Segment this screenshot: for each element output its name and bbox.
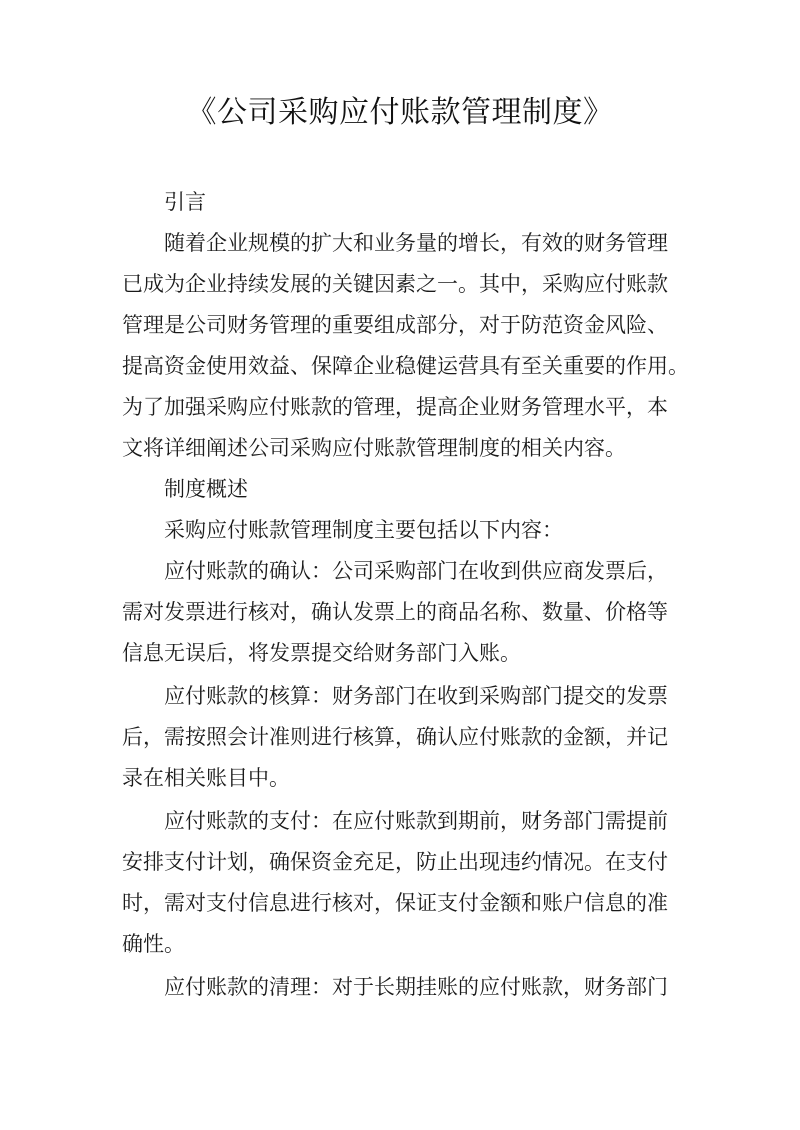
- paragraph-line: 提高资金使用效益、保障企业稳健运营具有至关重要的作用。: [122, 354, 689, 378]
- paragraph-line: 应付账款的核算：财务部门在收到采购部门提交的发票: [164, 684, 668, 708]
- document-title: 《公司采购应付账款管理制度》: [186, 95, 614, 130]
- paragraph-line: 应付账款的确认：公司采购部门在收到供应商发票后，: [164, 559, 668, 583]
- paragraph-line: 录在相关账目中。: [122, 766, 290, 790]
- paragraph-line: 为了加强采购应付账款的管理，提高企业财务管理水平，本: [122, 395, 668, 419]
- paragraph-line: 应付账款的清理：对于长期挂账的应付账款，财务部门: [164, 975, 668, 999]
- paragraph-line: 已成为企业持续发展的关键因素之一。其中，采购应付账款: [122, 272, 668, 296]
- paragraph-line: 管理是公司财务管理的重要组成部分，对于防范资金风险、: [122, 313, 668, 337]
- paragraph-line: 随着企业规模的扩大和业务量的增长，有效的财务管理: [164, 231, 668, 255]
- paragraph-line: 应付账款的支付：在应付账款到期前，财务部门需提前: [164, 809, 668, 833]
- paragraph-line: 需对发票进行核对，确认发票上的商品名称、数量、价格等: [122, 600, 668, 624]
- paragraph-line: 时，需对支付信息进行核对，保证支付金额和账户信息的准: [122, 891, 668, 915]
- section-heading-intro: 引言: [164, 190, 206, 214]
- document-body: [122, 182, 688, 1008]
- section-heading-overview: 制度概述: [164, 477, 248, 501]
- paragraph-line: 信息无误后，将发票提交给财务部门入账。: [122, 641, 521, 665]
- paragraph-line: 确性。: [122, 932, 185, 956]
- paragraph-line: 采购应付账款管理制度主要包括以下内容：: [164, 518, 563, 542]
- paragraph-line: 后，需按照会计准则进行核算，确认应付账款的金额，并记: [122, 725, 668, 749]
- paragraph-line: 安排支付计划，确保资金充足，防止出现违约情况。在支付: [122, 850, 668, 874]
- paragraph-line: 文将详细阐述公司采购应付账款管理制度的相关内容。: [122, 436, 626, 460]
